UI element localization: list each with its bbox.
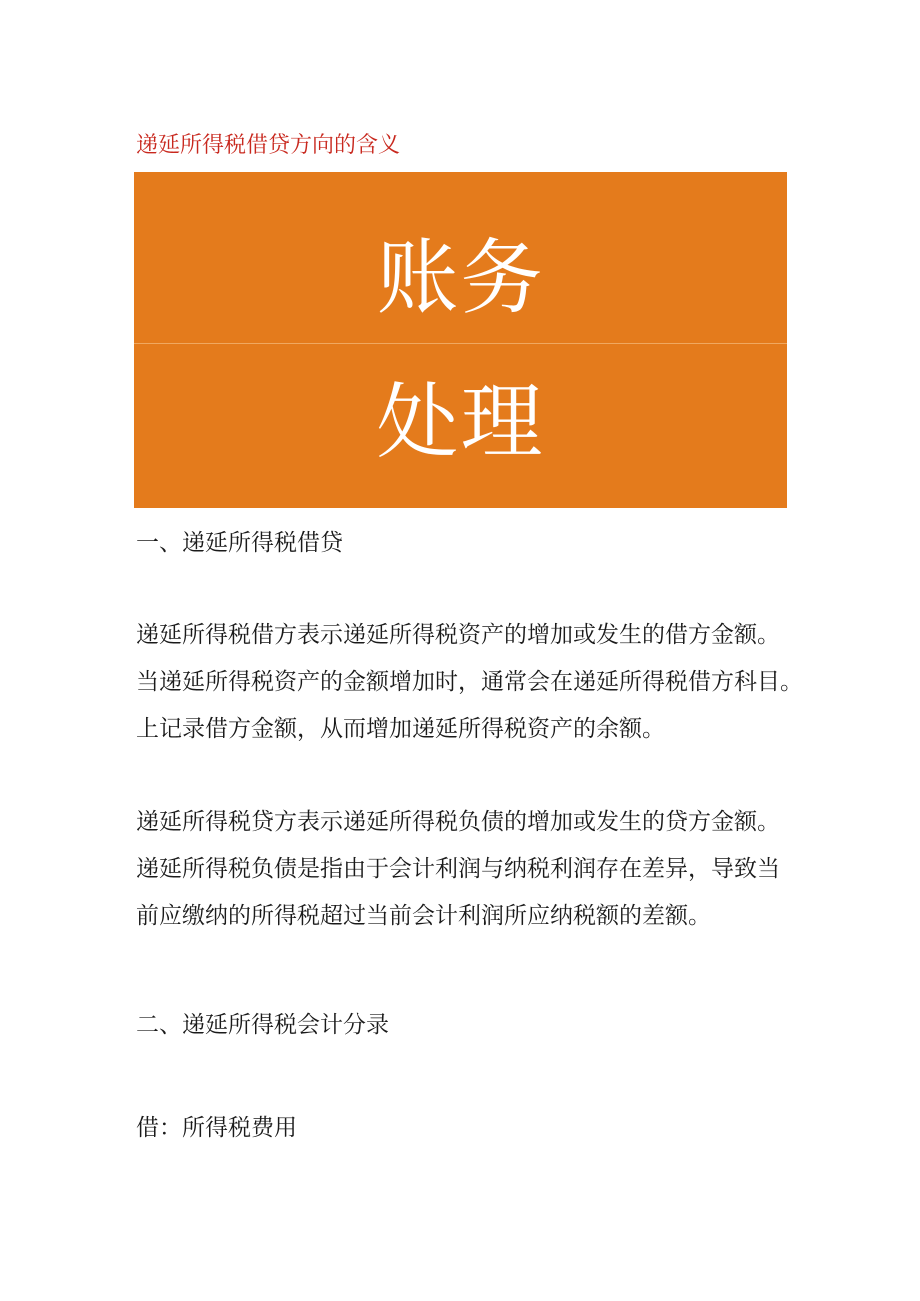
section-heading-2: 二、递延所得税会计分录: [136, 1012, 389, 1038]
banner-divider: [134, 343, 787, 344]
banner-line-2: 处理: [376, 375, 545, 470]
paragraph-line: 上记录借方金额，从而增加递延所得税资产的余额。: [136, 716, 665, 742]
section-heading-1: 一、递延所得税借贷: [136, 530, 343, 556]
paragraph-line: 递延所得税负债是指由于会计利润与纳税利润存在差异，导致当: [136, 856, 780, 882]
banner-line-1: 账务: [376, 231, 545, 326]
journal-entry-debit: 借：所得税费用: [136, 1115, 297, 1141]
paragraph-credit: [136, 799, 796, 940]
paragraph-line: 递延所得税贷方表示递延所得税负债的增加或发生的贷方金额。: [136, 809, 780, 835]
paragraph-line: 当递延所得税资产的金额增加时，通常会在递延所得税借方科目。: [136, 669, 803, 695]
paragraph-line: 前应缴纳的所得税超过当前会计利润所应纳税额的差额。: [136, 903, 711, 929]
page-title: 递延所得税借贷方向的含义: [136, 133, 401, 158]
paragraph-debit: [136, 612, 803, 753]
paragraph-line: 递延所得税借方表示递延所得税资产的增加或发生的借方金额。: [136, 622, 780, 648]
banner: [134, 172, 787, 508]
